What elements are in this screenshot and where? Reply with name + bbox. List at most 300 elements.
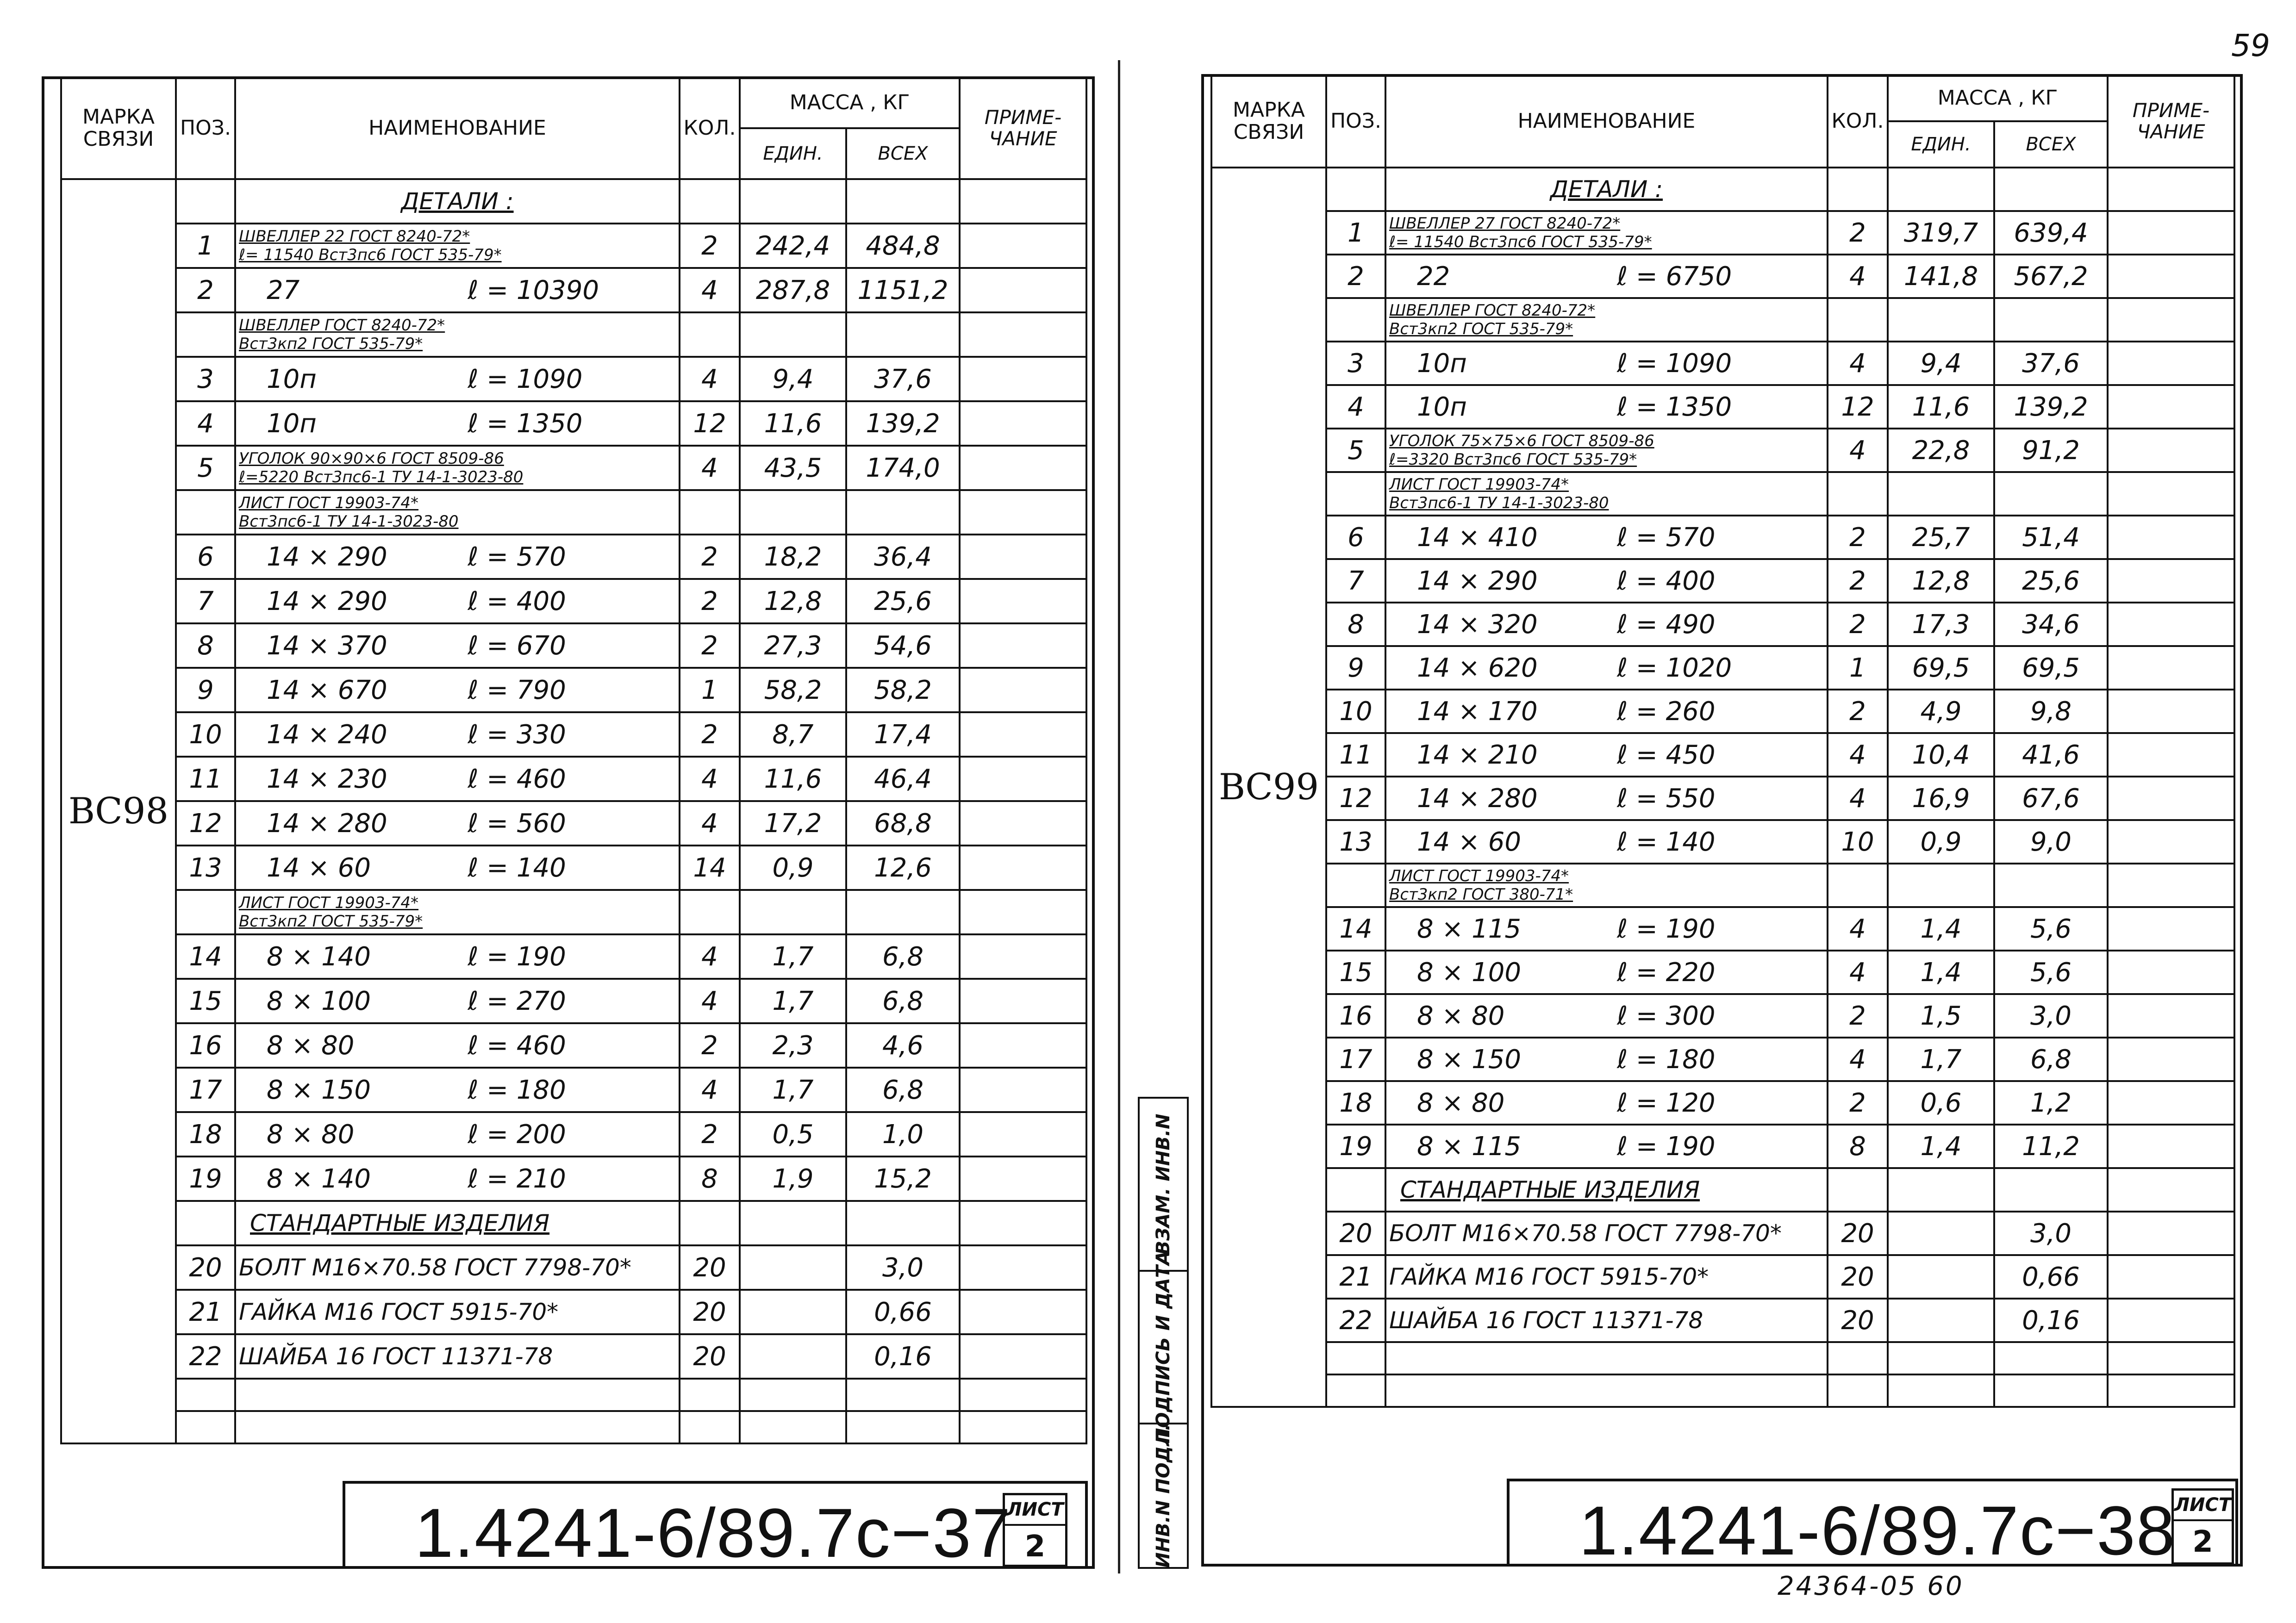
table-row <box>61 934 1086 979</box>
empty-row <box>1211 1374 2234 1407</box>
empty-cell <box>1828 168 1888 211</box>
position-cell <box>1326 472 1385 516</box>
unit-mass-cell: 0,9 <box>740 846 846 890</box>
quantity-cell: 4 <box>1828 429 1888 472</box>
name-cell <box>235 712 680 757</box>
position-cell: 8 <box>1326 603 1385 646</box>
left-sheet-box <box>1003 1493 1067 1567</box>
header-name: НАИМЕНОВАНИЕ <box>235 77 680 179</box>
table-row <box>61 757 1086 801</box>
quantity-cell: 2 <box>1828 211 1888 255</box>
length-value: ℓ = 6750 <box>1616 261 1732 292</box>
total-mass-cell: 567,2 <box>1994 255 2108 298</box>
table-row <box>1211 820 2234 864</box>
note-cell <box>2108 429 2234 472</box>
empty-cell <box>235 1411 680 1443</box>
quantity-cell: 4 <box>680 934 740 979</box>
quantity-cell: 2 <box>680 712 740 757</box>
note-cell <box>2108 733 2234 777</box>
empty-cell <box>740 1411 846 1443</box>
table-row <box>61 1334 1086 1379</box>
name-cell <box>235 312 680 357</box>
unit-mass-cell: 1,4 <box>1888 951 1994 994</box>
header-mass-unit: ЕДИН. <box>740 128 846 179</box>
position-cell: 11 <box>1326 733 1385 777</box>
total-mass-cell: 1,2 <box>1994 1081 2108 1125</box>
quantity-cell <box>680 312 740 357</box>
position-cell <box>1326 298 1385 342</box>
header-note: ПРИМЕ- ЧАНИЕ <box>960 77 1086 179</box>
position-cell: 21 <box>1326 1255 1385 1299</box>
unit-mass-cell <box>1888 472 1994 516</box>
name-cell <box>1385 211 1828 255</box>
note-cell <box>2108 1255 2234 1299</box>
name-cell <box>1385 690 1828 733</box>
empty-cell <box>1888 1342 1994 1374</box>
empty-cell <box>740 179 846 224</box>
total-mass-cell: 51,4 <box>1994 516 2108 559</box>
note-cell <box>960 401 1086 446</box>
note-cell <box>960 846 1086 890</box>
header-marka: МАРКА СВЯЗИ <box>61 77 176 179</box>
quantity-cell: 2 <box>680 1112 740 1157</box>
length-value: ℓ = 330 <box>468 719 566 750</box>
details-title: ДЕТАЛИ : <box>1385 168 1828 211</box>
position-cell: 21 <box>176 1290 235 1334</box>
length-value: ℓ = 1090 <box>1616 348 1732 379</box>
note-cell <box>960 224 1086 268</box>
note-cell <box>2108 646 2234 690</box>
quantity-cell <box>680 890 740 934</box>
profile-size: 27 <box>267 275 300 305</box>
total-mass-cell: 69,5 <box>1994 646 2108 690</box>
quantity-cell: 4 <box>680 979 740 1023</box>
length-value: ℓ = 10390 <box>468 275 599 305</box>
profile-size: 14 × 280 <box>267 808 387 839</box>
total-mass-cell <box>846 312 960 357</box>
total-mass-cell: 0,66 <box>1994 1255 2108 1299</box>
name-line-1: ЛИСТ ГОСТ 19903-74* <box>239 494 419 512</box>
quantity-cell <box>1828 472 1888 516</box>
total-mass-cell: 46,4 <box>846 757 960 801</box>
quantity-cell: 2 <box>1828 690 1888 733</box>
left-sheet-label: ЛИСТ <box>1005 1495 1065 1526</box>
table-row <box>61 1157 1086 1201</box>
total-mass-cell: 17,4 <box>846 712 960 757</box>
profile-size: 10п <box>267 364 317 394</box>
empty-cell <box>1326 1168 1385 1212</box>
table-row <box>61 890 1086 934</box>
name-cell: ГАЙКА М16 ГОСТ 5915-70* <box>235 1290 680 1334</box>
total-mass-cell: 15,2 <box>846 1157 960 1201</box>
quantity-cell: 4 <box>1828 255 1888 298</box>
empty-row <box>61 1411 1086 1443</box>
note-cell <box>960 357 1086 401</box>
unit-mass-cell: 10,4 <box>1888 733 1994 777</box>
quantity-cell: 8 <box>680 1157 740 1201</box>
length-value: ℓ = 490 <box>1616 609 1716 640</box>
unit-mass-cell <box>740 1290 846 1334</box>
position-cell: 20 <box>176 1245 235 1290</box>
position-cell: 9 <box>1326 646 1385 690</box>
name-cell <box>1385 951 1828 994</box>
total-mass-cell: 68,8 <box>846 801 960 846</box>
total-mass-cell: 5,6 <box>1994 907 2108 951</box>
name-cell <box>1385 994 1828 1038</box>
note-cell <box>2108 255 2234 298</box>
table-row <box>1211 429 2234 472</box>
note-cell <box>2108 907 2234 951</box>
position-cell: 9 <box>176 668 235 712</box>
table-row <box>61 490 1086 535</box>
unit-mass-cell: 1,4 <box>1888 1125 1994 1168</box>
table-row <box>61 712 1086 757</box>
position-cell: 18 <box>176 1112 235 1157</box>
header-mass-total: ВСЕХ <box>846 128 960 179</box>
position-cell: 14 <box>176 934 235 979</box>
two-line-name <box>1389 432 1824 469</box>
profile-size: 22 <box>1417 261 1450 292</box>
empty-row <box>61 1379 1086 1411</box>
name-line-1: УГОЛОК 75×75×6 ГОСТ 8509-86 <box>1389 432 1654 450</box>
profile-size: 10п <box>267 408 317 439</box>
table-row <box>61 1112 1086 1157</box>
right-title-block <box>1507 1479 2238 1567</box>
unit-mass-cell: 2,3 <box>740 1023 846 1068</box>
empty-cell <box>2108 1342 2234 1374</box>
two-line-name <box>1389 214 1824 251</box>
empty-cell <box>1385 1342 1828 1374</box>
name-line-1: ЛИСТ ГОСТ 19903-74* <box>239 894 419 912</box>
unit-mass-cell: 1,4 <box>1888 907 1994 951</box>
length-value: ℓ = 180 <box>1616 1044 1716 1075</box>
note-cell <box>960 712 1086 757</box>
profile-size: 8 × 150 <box>1417 1044 1522 1075</box>
quantity-cell: 12 <box>680 401 740 446</box>
name-cell <box>235 623 680 668</box>
position-cell: 12 <box>1326 777 1385 820</box>
note-cell <box>960 1290 1086 1334</box>
total-mass-cell: 174,0 <box>846 446 960 490</box>
position-cell: 5 <box>1326 429 1385 472</box>
unit-mass-cell: 11,6 <box>740 401 846 446</box>
position-cell: 12 <box>176 801 235 846</box>
unit-mass-cell <box>1888 864 1994 907</box>
unit-mass-cell: 287,8 <box>740 268 846 312</box>
header-mass-unit: ЕДИН. <box>1888 121 1994 168</box>
name-cell <box>1385 1125 1828 1168</box>
name-cell <box>235 357 680 401</box>
table-row <box>61 446 1086 490</box>
name-cell <box>1385 1038 1828 1081</box>
total-mass-cell <box>1994 298 2108 342</box>
profile-size: 8 × 100 <box>267 986 371 1016</box>
quantity-cell <box>1828 298 1888 342</box>
profile-size: 8 × 140 <box>267 941 371 972</box>
position-cell: 19 <box>1326 1125 1385 1168</box>
note-cell <box>960 1068 1086 1112</box>
note-cell <box>960 535 1086 579</box>
empty-cell <box>176 179 235 224</box>
empty-cell <box>1994 1374 2108 1407</box>
name-line-2: ℓ=3320 Вст3пс6 ГОСТ 535-79* <box>1389 450 1637 469</box>
name-line-2: Вст3кп2 ГОСТ 535-79* <box>239 335 423 353</box>
position-cell <box>176 490 235 535</box>
table-row <box>1211 342 2234 385</box>
total-mass-cell: 9,0 <box>1994 820 2108 864</box>
quantity-cell: 20 <box>1828 1255 1888 1299</box>
profile-size: 14 × 280 <box>1417 783 1538 814</box>
unit-mass-cell: 1,7 <box>740 934 846 979</box>
position-cell: 7 <box>1326 559 1385 603</box>
profile-size: 14 × 620 <box>1417 653 1538 683</box>
total-mass-cell: 3,0 <box>1994 994 2108 1038</box>
empty-cell <box>960 179 1086 224</box>
table-row <box>1211 516 2234 559</box>
length-value: ℓ = 260 <box>1616 696 1716 727</box>
total-mass-cell: 139,2 <box>1994 385 2108 429</box>
quantity-cell: 4 <box>680 446 740 490</box>
unit-mass-cell: 58,2 <box>740 668 846 712</box>
name-cell <box>1385 1081 1828 1125</box>
empty-cell <box>680 1201 740 1245</box>
unit-mass-cell: 242,4 <box>740 224 846 268</box>
profile-size: 8 × 115 <box>1417 1131 1522 1162</box>
note-cell <box>960 312 1086 357</box>
table-row <box>61 224 1086 268</box>
name-line-2: Вст3пс6-1 ТУ 14-1-3023-80 <box>239 512 459 531</box>
unit-mass-cell: 4,9 <box>1888 690 1994 733</box>
quantity-cell <box>680 490 740 535</box>
length-value: ℓ = 190 <box>1616 1131 1716 1162</box>
total-mass-cell: 5,6 <box>1994 951 2108 994</box>
quantity-cell: 4 <box>680 757 740 801</box>
name-cell <box>1385 646 1828 690</box>
unit-mass-cell: 69,5 <box>1888 646 1994 690</box>
empty-cell <box>1994 1168 2108 1212</box>
position-cell: 18 <box>1326 1081 1385 1125</box>
length-value: ℓ = 180 <box>468 1075 566 1105</box>
page-number: 59 <box>2231 28 2270 63</box>
name-cell <box>1385 864 1828 907</box>
table-row <box>1211 559 2234 603</box>
name-line-1: ШВЕЛЛЕР 27 ГОСТ 8240-72* <box>1389 214 1621 233</box>
left-spec-table <box>60 76 1087 1444</box>
name-cell <box>1385 385 1828 429</box>
total-mass-cell: 3,0 <box>1994 1212 2108 1255</box>
table-row <box>1211 472 2234 516</box>
table-row <box>1211 1299 2234 1342</box>
empty-cell <box>846 179 960 224</box>
side-cell-1 <box>1140 1099 1187 1270</box>
note-cell <box>960 979 1086 1023</box>
empty-cell <box>235 1379 680 1411</box>
quantity-cell: 2 <box>1828 603 1888 646</box>
total-mass-cell: 0,16 <box>1994 1299 2108 1342</box>
total-mass-cell: 6,8 <box>846 1068 960 1112</box>
unit-mass-cell <box>1888 1212 1994 1255</box>
position-cell <box>176 890 235 934</box>
name-line-2: Вст3кп2 ГОСТ 535-79* <box>239 912 423 931</box>
unit-mass-cell: 17,3 <box>1888 603 1994 646</box>
unit-mass-cell <box>740 312 846 357</box>
header-mass-total: ВСЕХ <box>1994 121 2108 168</box>
name-cell <box>235 268 680 312</box>
unit-mass-cell: 9,4 <box>740 357 846 401</box>
profile-size: 14 × 170 <box>1417 696 1538 727</box>
quantity-cell: 8 <box>1828 1125 1888 1168</box>
left-sheet-number: 2 <box>1024 1530 1046 1564</box>
name-cell <box>235 490 680 535</box>
table-row <box>1211 1255 2234 1299</box>
name-cell <box>1385 603 1828 646</box>
unit-mass-cell: 18,2 <box>740 535 846 579</box>
table-row <box>1211 951 2234 994</box>
length-value: ℓ = 1350 <box>1616 392 1732 422</box>
total-mass-cell: 34,6 <box>1994 603 2108 646</box>
position-cell: 13 <box>1326 820 1385 864</box>
profile-size: 14 × 320 <box>1417 609 1538 640</box>
total-mass-cell: 25,6 <box>846 579 960 623</box>
unit-mass-cell: 0,5 <box>740 1112 846 1157</box>
profile-size: 10п <box>1417 348 1467 379</box>
length-value: ℓ = 1090 <box>468 364 583 394</box>
standard-items-title: СТАНДАРТНЫЕ ИЗДЕЛИЯ <box>1385 1168 1828 1212</box>
note-cell <box>2108 1299 2234 1342</box>
length-value: ℓ = 400 <box>468 586 566 616</box>
quantity-cell: 4 <box>1828 907 1888 951</box>
length-value: ℓ = 460 <box>468 1030 566 1061</box>
profile-size: 14 × 60 <box>267 852 371 883</box>
name-cell <box>235 1068 680 1112</box>
table-row <box>61 1023 1086 1068</box>
unit-mass-cell <box>1888 298 1994 342</box>
empty-cell <box>2108 168 2234 211</box>
header-mass: МАССА , КГ <box>1888 75 2108 121</box>
profile-size: 14 × 410 <box>1417 522 1538 553</box>
total-mass-cell: 58,2 <box>846 668 960 712</box>
empty-cell <box>1326 1342 1385 1374</box>
note-cell <box>2108 1038 2234 1081</box>
length-value: ℓ = 460 <box>468 764 566 794</box>
total-mass-cell: 12,6 <box>846 846 960 890</box>
table-row <box>1211 1081 2234 1125</box>
profile-size: 8 × 80 <box>267 1030 355 1061</box>
quantity-cell: 2 <box>680 224 740 268</box>
position-cell: 1 <box>176 224 235 268</box>
unit-mass-cell: 0,6 <box>1888 1081 1994 1125</box>
side-cell-3 <box>1140 1423 1187 1567</box>
profile-size: 8 × 115 <box>1417 914 1522 944</box>
empty-cell <box>2108 1168 2234 1212</box>
quantity-cell: 20 <box>680 1334 740 1379</box>
total-mass-cell: 67,6 <box>1994 777 2108 820</box>
unit-mass-cell: 141,8 <box>1888 255 1994 298</box>
empty-cell <box>1828 1342 1888 1374</box>
table-row <box>61 401 1086 446</box>
table-row <box>1211 690 2234 733</box>
name-line-1: ЛИСТ ГОСТ 19903-74* <box>1389 475 1569 494</box>
profile-size: 14 × 230 <box>267 764 387 794</box>
note-cell <box>960 1245 1086 1290</box>
details-title: ДЕТАЛИ : <box>235 179 680 224</box>
quantity-cell: 4 <box>680 1068 740 1112</box>
table-row <box>61 535 1086 579</box>
position-cell: 5 <box>176 446 235 490</box>
position-cell: 15 <box>1326 951 1385 994</box>
total-mass-cell: 25,6 <box>1994 559 2108 603</box>
profile-size: 8 × 80 <box>1417 1088 1505 1118</box>
two-line-name <box>1389 867 1824 904</box>
empty-row <box>1211 1342 2234 1374</box>
empty-cell <box>960 1411 1086 1443</box>
note-cell <box>960 1157 1086 1201</box>
position-cell: 22 <box>176 1334 235 1379</box>
table-row <box>61 268 1086 312</box>
total-mass-cell: 139,2 <box>846 401 960 446</box>
quantity-cell: 4 <box>1828 733 1888 777</box>
unit-mass-cell: 0,9 <box>1888 820 1994 864</box>
connection-mark: ВС99 <box>1211 168 1326 1407</box>
name-cell: ГАЙКА М16 ГОСТ 5915-70* <box>1385 1255 1828 1299</box>
note-cell <box>960 446 1086 490</box>
unit-mass-cell: 1,9 <box>740 1157 846 1201</box>
total-mass-cell: 11,2 <box>1994 1125 2108 1168</box>
empty-cell <box>960 1201 1086 1245</box>
profile-size: 14 × 210 <box>1417 740 1538 770</box>
name-cell <box>1385 820 1828 864</box>
table-row <box>1211 1038 2234 1081</box>
quantity-cell: 4 <box>1828 777 1888 820</box>
name-cell <box>235 535 680 579</box>
total-mass-cell: 54,6 <box>846 623 960 668</box>
header-pos: ПОЗ. <box>1326 75 1385 168</box>
total-mass-cell: 6,8 <box>846 979 960 1023</box>
profile-size: 8 × 140 <box>267 1163 371 1194</box>
name-line-1: ШВЕЛЛЕР ГОСТ 8240-72* <box>1389 301 1596 320</box>
table-row <box>1211 385 2234 429</box>
position-cell: 4 <box>176 401 235 446</box>
right-sheet-label: ЛИСТ <box>2174 1491 2232 1521</box>
name-cell <box>1385 342 1828 385</box>
length-value: ℓ = 120 <box>1616 1088 1716 1118</box>
quantity-cell: 1 <box>1828 646 1888 690</box>
total-mass-cell: 1151,2 <box>846 268 960 312</box>
unit-mass-cell: 27,3 <box>740 623 846 668</box>
table-row <box>1211 646 2234 690</box>
length-value: ℓ = 300 <box>1616 1001 1716 1031</box>
unit-mass-cell: 9,4 <box>1888 342 1994 385</box>
quantity-cell: 20 <box>1828 1212 1888 1255</box>
quantity-cell: 4 <box>680 801 740 846</box>
table-row <box>1211 777 2234 820</box>
quantity-cell: 4 <box>680 268 740 312</box>
note-cell <box>2108 385 2234 429</box>
position-cell: 16 <box>1326 994 1385 1038</box>
total-mass-cell: 484,8 <box>846 224 960 268</box>
table-row <box>61 1290 1086 1334</box>
unit-mass-cell <box>740 1245 846 1290</box>
table-row <box>61 846 1086 890</box>
note-cell <box>2108 1125 2234 1168</box>
note-cell <box>2108 342 2234 385</box>
total-mass-cell <box>1994 472 2108 516</box>
table-row <box>1211 907 2234 951</box>
note-cell <box>2108 211 2234 255</box>
quantity-cell: 2 <box>1828 1081 1888 1125</box>
unit-mass-cell <box>740 890 846 934</box>
note-cell <box>960 490 1086 535</box>
